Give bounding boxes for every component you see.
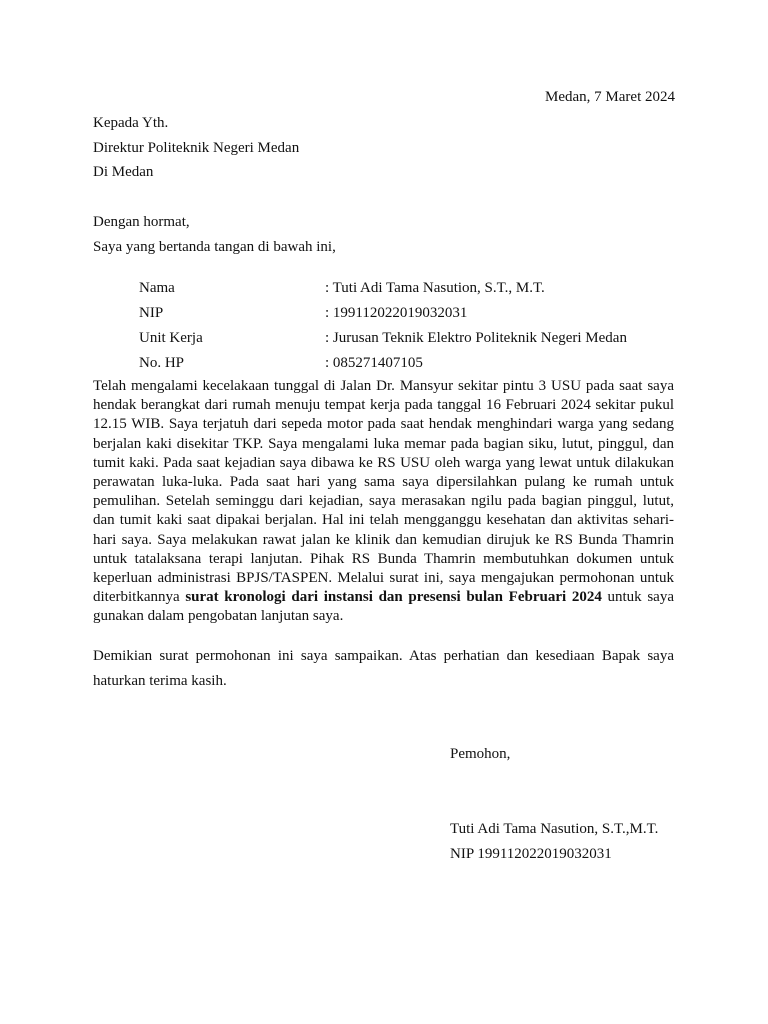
letter-date: Medan, 7 Maret 2024 [545, 89, 675, 105]
identity-label: Nama [139, 280, 175, 296]
recipient-salutation: Kepada Yth. [93, 115, 169, 131]
identity-value: : 085271407105 [325, 355, 423, 371]
recipient-title: Direktur Politeknik Negeri Medan [93, 140, 300, 156]
body-text-bold: surat kronologi dari instansi dan presensi bulan Februari 2024 [185, 589, 602, 606]
body-paragraph [93, 377, 674, 627]
identity-row [139, 301, 627, 326]
recipient-location: Di Medan [93, 164, 154, 180]
closing-paragraph: Demikian surat permohonan ini saya sampaikan. Atas perhatian dan kesediaan Bapak saya haturkan terima kasih. [93, 648, 674, 689]
identity-row [139, 326, 627, 351]
signature-name: Tuti Adi Tama Nasution, S.T.,M.T. [450, 821, 659, 837]
identity-value: : 199112022019032031 [325, 305, 468, 321]
identity-value: : Tuti Adi Tama Nasution, S.T., M.T. [325, 280, 545, 296]
identity-label: NIP [139, 305, 164, 321]
signature-label: Pemohon, [450, 746, 511, 762]
intro-line: Saya yang bertanda tangan di bawah ini, [93, 239, 336, 255]
body-text-part2: untuk saya gunakan dalam pengobatan lanjutan saya. [93, 589, 674, 625]
identity-label: No. HP [139, 355, 185, 371]
identity-row [139, 351, 627, 376]
signature-nip: NIP 199112022019032031 [450, 846, 612, 862]
identity-label: Unit Kerja [139, 330, 203, 346]
identity-value: : Jurusan Teknik Elektro Politeknik Negeri Medan [325, 330, 627, 346]
greeting: Dengan hormat, [93, 214, 190, 230]
body-text-part1: Telah mengalami kecelakaan tunggal di Jalan Dr. Mansyur sekitar pintu 3 USU pada saat saya hendak berangkat dari rumah menuju tempat kerja pada tanggal 16 Februari 2024 sekitar pukul 12.15 WIB. Saya terjatuh dari sepeda motor pada saat hendak menghindari warga yang sedang berjalan kaki disekitar TKP. Saya mengalami luka memar pada bagian siku, lutut, pinggul, dan tumit kaki. Pada saat kejadian saya dibawa ke RS USU oleh warga yang lewat untuk dilakukan perawatan luka-luka. Pada saat hari yang sama saya dipersilahkan pulang ke rumah untuk pemulihan. Setelah seminggu dari kejadian, saya merasakan ngilu pada bagian pinggul, lutut, dan tumit kaki saat dipakai berjalan. Hal ini telah mengganggu kesehatan dan aktivitas sehari-hari saya. Saya melakukan rawat jalan ke klinik dan kemudian dirujuk ke RS Bunda Thamrin untuk tatalaksana terapi lanjutan. Pihak RS Bunda Thamrin membutuhkan dokumen untuk keperluan administrasi BPJS/TASPEN. Melalui surat ini, saya mengajukan permohonan untuk diterbitkannya [93, 378, 674, 606]
identity-row [139, 276, 627, 301]
identity-table [139, 276, 627, 376]
